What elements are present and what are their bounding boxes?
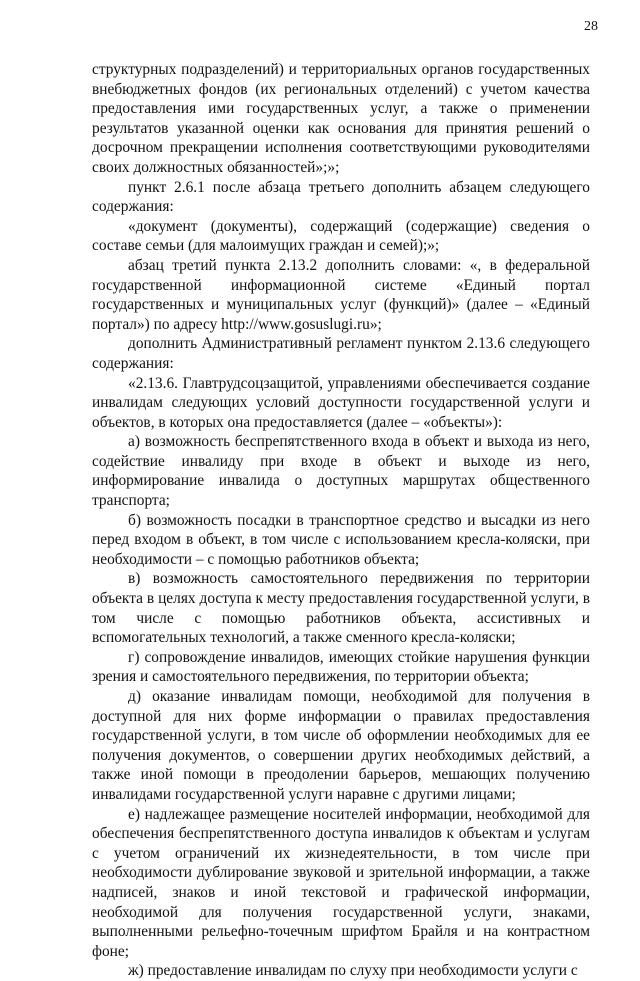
paragraph-4: абзац третий пункта 2.13.2 дополнить словами: «, в федеральной государственной информационной системе «Единый портал государственных и муниципальных услуг (функций)» (далее – «Единый портал») по адресу http://www.gosuslugi.ru»; [92, 256, 590, 333]
paragraph-5: дополнить Административный регламент пунктом 2.13.6 следующего содержания: [92, 335, 590, 372]
paragraph-9: в) возможность самостоятельного передвижения по территории объекта в целях доступа к месту предоставления государственной услуги, в том числе с помощью работников объекта, ассистивных и вспомогательных технологий, а также сменного кресла-коляски; [92, 570, 590, 647]
document-body [92, 60, 590, 981]
paragraph-12: е) надлежащее размещение носителей информации, необходимой для обеспечения беспрепятственного доступа инвалидов к объектам и услугам с учетом ограничений их жизнедеятельности, в том числе при необходимости дублирование звуковой и зрительной информации, а также надписей, знаков и иной текстовой и графической информации, необходимой для получения государственной услуги, знаками, выполненными рельефно-точечным шрифтом Брайля и на контрастном фоне; [92, 805, 590, 960]
paragraph-6: «2.13.6. Главтрудсоцзащитой, управлениями обеспечивается создание инвалидам следующих условий доступности государственной услуги и объектов, в которых она предоставляется (далее – «объекты»): [92, 374, 590, 431]
paragraph-3: «документ (документы), содержащий (содержащие) сведения о составе семьи (для малоимущих граждан и семей);»; [92, 217, 590, 255]
paragraph-10: г) сопровождение инвалидов, имеющих стойкие нарушения функции зрения и самостоятельного передвижения, по территории объекта; [92, 648, 590, 686]
paragraph-13: ж) предоставление инвалидам по слуху при необходимости услуги с [128, 962, 578, 980]
paragraph-1: структурных подразделений) и территориальных органов государственных внебюджетных фондов (их региональных отделений) с учетом качества предоставления ими государственных услуг, а также о применении результатов указанной оценки как основания для принятия решений о досрочном прекращении исполнения соответствующими руководителями своих должностных обязанностей»;»; [92, 61, 590, 176]
paragraph-11: д) оказание инвалидам помощи, необходимой для получения в доступной для них форме информации о правилах предоставления государственной услуги, в том числе об оформлении необходимых для ее получения документов, о совершении других необходимых действий, а также иной помощи в преодолении барьеров, мешающих получению инвалидами государственной услуги наравне с другими лицами; [92, 688, 590, 803]
paragraph-7: а) возможность беспрепятственного входа в объект и выхода из него, содействие инвалиду при входе в объект и выходе из него, информирование инвалида о доступных маршрутах общественного транспорта; [92, 433, 590, 510]
paragraph-2: пункт 2.6.1 после абзаца третьего дополнить абзацем следующего содержания: [92, 178, 590, 216]
paragraph-8: б) возможность посадки в транспортное средство и высадки из него перед входом в объект, в том числе с использованием кресла-коляски, при необходимости – с помощью работников объекта; [92, 511, 590, 568]
page-number: 28 [584, 19, 598, 34]
